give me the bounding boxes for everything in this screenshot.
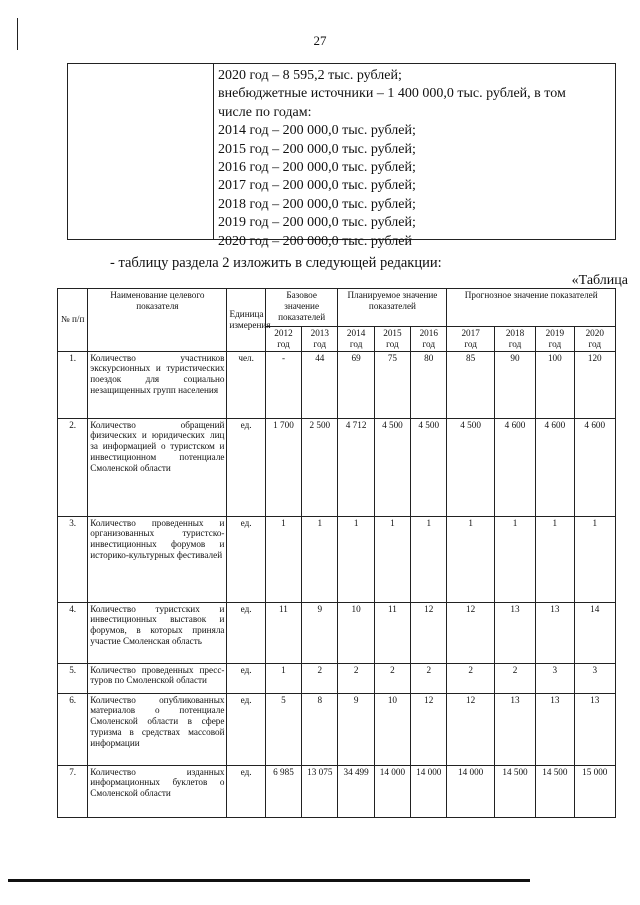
- header-year-number: 2015: [383, 328, 402, 338]
- value-cell: 14 000: [374, 765, 410, 817]
- header-year-number: 2018: [505, 328, 525, 338]
- value-cell: 4 600: [494, 418, 535, 516]
- value-cell: 10: [338, 602, 374, 663]
- value-cell: 2: [338, 663, 374, 693]
- value-cell: 100: [536, 351, 574, 418]
- header-year: [574, 327, 615, 352]
- value-cell: 2: [302, 663, 338, 693]
- indicator-name: Количество обращений физических и юридических лиц за информацией о туристском и инвестиционном потенциале Смоленской области: [88, 418, 227, 516]
- header-year: [447, 327, 494, 352]
- value-cell: 2: [447, 663, 494, 693]
- row-number: 2.: [58, 418, 88, 516]
- value-cell: 11: [265, 602, 301, 663]
- unit-cell: ед.: [227, 663, 265, 693]
- value-cell: 34 499: [338, 765, 374, 817]
- value-cell: 1: [338, 516, 374, 602]
- value-cell: 3: [574, 663, 615, 693]
- value-cell: 1: [374, 516, 410, 602]
- value-cell: 2 500: [302, 418, 338, 516]
- value-cell: 13: [494, 693, 535, 765]
- indicator-name: Количество изданных информационных буклетов о Смоленской области: [88, 765, 227, 817]
- value-cell: 2: [374, 663, 410, 693]
- funding-line: 2016 год – 200 000,0 тыс. рублей;: [218, 160, 416, 176]
- indicator-name: Количество проведенных пресс-туров по Смоленской области: [88, 663, 227, 693]
- indicator-name: Количество туристских и инвестиционных выставок и форумов, в которых приняла участие Смоленская область: [88, 602, 227, 663]
- value-cell: 14 000: [411, 765, 447, 817]
- value-cell: 3: [536, 663, 574, 693]
- table-row: [58, 693, 616, 765]
- unit-cell: ед.: [227, 418, 265, 516]
- table-row: [58, 351, 616, 418]
- funding-line: 2019 год – 200 000,0 тыс. рублей;: [218, 215, 416, 231]
- header-year: [494, 327, 535, 352]
- value-cell: 13: [494, 602, 535, 663]
- value-cell: 1: [302, 516, 338, 602]
- funding-line: 2015 год – 200 000,0 тыс. рублей;: [218, 141, 416, 157]
- header-num: № п/п: [58, 289, 88, 352]
- header-year-suffix: год: [422, 338, 436, 349]
- value-cell: 14 500: [494, 765, 535, 817]
- indicator-name: Количество участников экскурсионных и туристических поездок для социально незащищенных групп населения: [88, 351, 227, 418]
- value-cell: 1: [447, 516, 494, 602]
- funding-lines: [218, 67, 610, 251]
- value-cell: 1: [265, 516, 301, 602]
- funding-line: внебюджетные источники – 1 400 000,0 тыс. рублей, в том: [218, 86, 566, 102]
- header-unit: Единица измерения: [227, 289, 265, 352]
- value-cell: 2: [411, 663, 447, 693]
- value-cell: 4 600: [574, 418, 615, 516]
- indicators-table: [57, 288, 616, 818]
- value-cell: 2: [494, 663, 535, 693]
- unit-cell: ед.: [227, 602, 265, 663]
- value-cell: 14 000: [447, 765, 494, 817]
- row-number: 5.: [58, 663, 88, 693]
- funding-box-divider: [213, 64, 214, 239]
- header-year: [536, 327, 574, 352]
- table-label: «Таблица: [571, 273, 628, 288]
- header-year-number: 2014: [346, 328, 366, 338]
- table-row: [58, 765, 616, 817]
- header-year-number: 2017: [461, 328, 480, 338]
- header-year-suffix: год: [313, 338, 327, 349]
- value-cell: 13: [536, 693, 574, 765]
- header-year-suffix: год: [508, 338, 522, 349]
- header-year-suffix: год: [386, 338, 399, 349]
- table-row: [58, 418, 616, 516]
- header-year-suffix: год: [277, 338, 290, 349]
- value-cell: 10: [374, 693, 410, 765]
- header-year-number: 2020: [585, 328, 604, 338]
- value-cell: 9: [302, 602, 338, 663]
- header-year-suffix: год: [588, 338, 602, 349]
- header-year: [302, 327, 338, 352]
- unit-cell: ед.: [227, 765, 265, 817]
- table-row: [58, 516, 616, 602]
- value-cell: 44: [302, 351, 338, 418]
- value-cell: 85: [447, 351, 494, 418]
- value-cell: 1: [574, 516, 615, 602]
- instruction-text: - таблицу раздела 2 изложить в следующей редакции:: [110, 255, 442, 271]
- funding-line: числе по годам:: [218, 104, 312, 120]
- value-cell: 4 600: [536, 418, 574, 516]
- header-year-number: 2013: [310, 328, 329, 338]
- value-cell: 4 500: [447, 418, 494, 516]
- header-name: Наименование целевого показателя: [88, 289, 227, 352]
- value-cell: 12: [411, 693, 447, 765]
- header-forecast: Прогнозное значение показателей: [447, 289, 616, 327]
- value-cell: 80: [411, 351, 447, 418]
- value-cell: 5: [265, 693, 301, 765]
- funding-line: 2020 год – 200 000,0 тыс. рублей: [218, 233, 412, 249]
- value-cell: 1 700: [265, 418, 301, 516]
- value-cell: 1: [494, 516, 535, 602]
- page-number: 27: [313, 33, 327, 48]
- indicator-name: Количество проведенных и организованных туристско-инвестиционных форумов и историко-культурных фестивалей: [88, 516, 227, 602]
- row-number: 7.: [58, 765, 88, 817]
- header-base: Базовое значение показателей: [265, 289, 338, 327]
- value-cell: 12: [411, 602, 447, 663]
- header-year: [411, 327, 447, 352]
- unit-cell: ед.: [227, 516, 265, 602]
- value-cell: 11: [374, 602, 410, 663]
- value-cell: 12: [447, 602, 494, 663]
- value-cell: 4 500: [411, 418, 447, 516]
- funding-line: 2018 год – 200 000,0 тыс. рублей;: [218, 196, 416, 212]
- value-cell: 13: [574, 693, 615, 765]
- value-cell: 1: [265, 663, 301, 693]
- header-year-number: 2012: [274, 328, 293, 338]
- funding-line: 2017 год – 200 000,0 тыс. рублей;: [218, 178, 416, 194]
- value-cell: -: [265, 351, 301, 418]
- bottom-rule: [8, 879, 530, 882]
- value-cell: 9: [338, 693, 374, 765]
- row-number: 6.: [58, 693, 88, 765]
- header-year-suffix: год: [349, 338, 363, 349]
- value-cell: 1: [536, 516, 574, 602]
- header-year: [374, 327, 410, 352]
- row-number: 3.: [58, 516, 88, 602]
- value-cell: 12: [447, 693, 494, 765]
- header-year: [265, 327, 301, 352]
- value-cell: 4 500: [374, 418, 410, 516]
- value-cell: 75: [374, 351, 410, 418]
- value-cell: 69: [338, 351, 374, 418]
- header-year-suffix: год: [548, 338, 562, 349]
- value-cell: 15 000: [574, 765, 615, 817]
- unit-cell: чел.: [227, 351, 265, 418]
- funding-line: 2020 год – 8 595,2 тыс. рублей;: [218, 68, 402, 83]
- row-number: 4.: [58, 602, 88, 663]
- indicator-name: Количество опубликованных материалов о потенциале Смоленской области в сфере туризма в средствах массовой информации: [88, 693, 227, 765]
- header-year-suffix: год: [464, 338, 477, 349]
- header-year-number: 2016: [419, 328, 438, 338]
- funding-box: [67, 63, 616, 249]
- header-year: [338, 327, 374, 352]
- unit-cell: ед.: [227, 693, 265, 765]
- row-number: 1.: [58, 351, 88, 418]
- value-cell: 6 985: [265, 765, 301, 817]
- value-cell: 13 075: [302, 765, 338, 817]
- header-year-number: 2019: [545, 328, 565, 338]
- value-cell: 14: [574, 602, 615, 663]
- value-cell: 4 712: [338, 418, 374, 516]
- value-cell: 90: [494, 351, 535, 418]
- table-row: [58, 663, 616, 693]
- header-planned: Планируемое значение показателей: [338, 289, 447, 327]
- table-row: [58, 602, 616, 663]
- value-cell: 120: [574, 351, 615, 418]
- value-cell: 14 500: [536, 765, 574, 817]
- funding-line: 2014 год – 200 000,0 тыс. рублей;: [218, 123, 416, 139]
- value-cell: 1: [411, 516, 447, 602]
- value-cell: 13: [536, 602, 574, 663]
- value-cell: 8: [302, 693, 338, 765]
